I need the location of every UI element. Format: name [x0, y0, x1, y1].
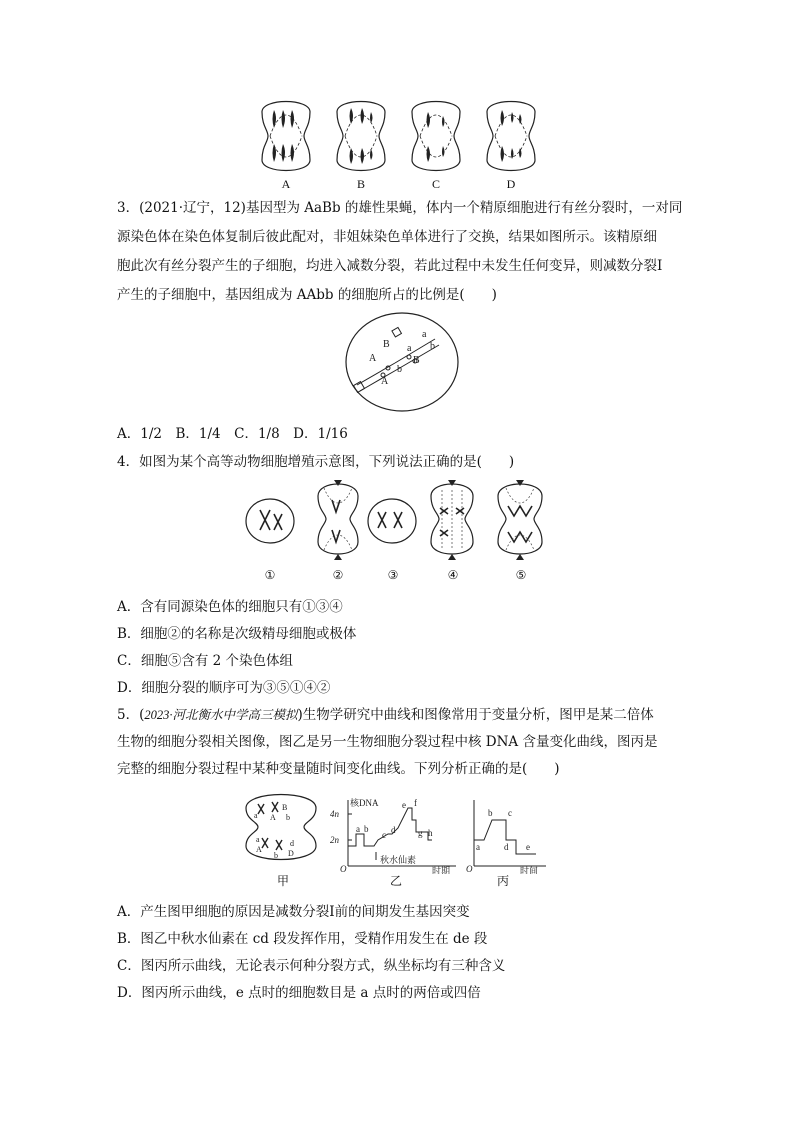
q3-cell-figure — [343, 311, 463, 413]
yi-point-a: a — [356, 824, 360, 834]
yi-point-d: d — [391, 825, 396, 835]
q5-caption-jia: 甲 — [276, 874, 289, 888]
yi-tick-4n: 4n — [330, 809, 339, 819]
jia-gene-b-3: b — [274, 851, 278, 860]
q3-gene-b-1: B — [383, 339, 390, 350]
q4-label-1: ① — [264, 568, 276, 582]
q5-option-b: B．图乙中秋水仙素在 cd 段发挥作用，受精作用发生在 de 段 — [117, 931, 488, 947]
q3-line-4: 产生的子细胞中，基因组成为 AAbb 的细胞所占的比例是( ) — [117, 287, 497, 303]
q3-gene-a-1: a — [422, 329, 427, 340]
q4-label-3: ③ — [387, 568, 399, 582]
q4-stem: 4．如图为某个高等动物细胞增殖示意图，下列说法正确的是( ) — [117, 454, 515, 470]
yi-point-f: f — [414, 798, 417, 808]
top-label-a: A — [281, 177, 291, 191]
q5-stem-prefix: 5．( — [117, 707, 145, 723]
q4-option-c: C．细胞⑤含有 2 个染色体组 — [117, 653, 294, 669]
q5-stem-rest: )生物学研究中曲线和图像常用于变量分析，图甲是某二倍体 — [297, 707, 654, 723]
bing-point-b: b — [488, 808, 493, 818]
jia-gene-a-4: A — [256, 845, 262, 854]
q3-gene-a-4: A — [381, 376, 389, 387]
yi-annotation: 秋水仙素 — [380, 855, 417, 865]
q5-option-a: A．产生图甲细胞的原因是减数分裂Ⅰ前的间期发生基因突变 — [117, 904, 470, 920]
bing-point-a: a — [476, 842, 480, 852]
jia-gene-d-2: D — [288, 849, 294, 858]
q3-options: A．1/2 B．1/4 C．1/8 D．1/16 — [117, 426, 348, 442]
q3-line-1: 3．(2021·辽宁，12)基因型为 AaBb 的雄性果蝇，体内一个精原细胞进行有丝分裂时，一对同 — [117, 200, 683, 216]
q5-line-3: 完整的细胞分裂过程中某种变量随时间变化曲线。下列分析正确的是( ) — [117, 761, 560, 777]
q5-source: 2023·河北衡水中学高三模拟 — [144, 708, 298, 722]
bing-xlabel: 时间 — [520, 866, 539, 874]
bing-point-c: c — [508, 808, 512, 818]
q5-caption-yi: 乙 — [389, 874, 402, 888]
jia-gene-a-1: a — [254, 811, 258, 820]
yi-origin: O — [340, 864, 347, 874]
jia-gene-a-3: a — [256, 835, 260, 844]
q4-label-2: ② — [332, 568, 344, 582]
q4-cell-figure — [244, 478, 562, 560]
q3-gene-a-3: A — [369, 353, 377, 364]
top-label-d: D — [506, 177, 516, 191]
q3-gene-b-4: b — [397, 364, 402, 375]
q5-stem-line-1 — [117, 705, 654, 725]
q4-label-4: ④ — [447, 568, 459, 582]
q5-option-c: C．图丙所示曲线，无论表示何种分裂方式，纵坐标均有三种含义 — [117, 958, 506, 974]
q5-figure-bing — [462, 796, 548, 874]
top-label-c: C — [431, 177, 440, 191]
yi-xlabel: 时期 — [432, 866, 451, 874]
q3-gene-a-2: a — [407, 343, 412, 354]
q3-gene-b-2: b — [430, 341, 435, 352]
q5-figure-yi — [328, 796, 462, 874]
yi-point-h: h — [428, 828, 433, 838]
jia-gene-b-2: b — [286, 813, 290, 822]
jia-gene-b-1: B — [282, 803, 288, 812]
q3-gene-b-3: B — [413, 355, 420, 366]
q5-caption-bing: 丙 — [496, 874, 509, 888]
q5-line-2: 生物的细胞分裂相关图像，图乙是另一生物细胞分裂过程中核 DNA 含量变化曲线，图丙是 — [117, 734, 658, 750]
q3-line-3: 胞此次有丝分裂产生的子细胞，均进入减数分裂，若此过程中未发生任何变异，则减数分裂Ⅰ — [117, 258, 663, 274]
bing-point-d: d — [504, 842, 509, 852]
q4-option-b: B．细胞②的名称是次级精母细胞或极体 — [117, 626, 357, 642]
q5-figure-jia — [244, 788, 324, 866]
yi-point-b: b — [364, 824, 369, 834]
yi-ylabel: 核DNA — [350, 798, 379, 808]
q4-label-5: ⑤ — [515, 568, 527, 582]
yi-point-g: g — [418, 828, 423, 838]
q4-option-d: D．细胞分裂的顺序可为③⑤①④② — [117, 680, 331, 696]
yi-tick-2n: 2n — [330, 835, 339, 845]
yi-point-c: c — [382, 830, 386, 840]
q5-option-d: D．图丙所示曲线，e 点时的细胞数目是 a 点时的两倍或四倍 — [117, 985, 481, 1001]
q3-line-2: 源染色体在染色体复制后彼此配对，非姐妹染色单体进行了交换，结果如图所示。该精原细 — [117, 229, 657, 245]
yi-point-e: e — [402, 800, 406, 810]
jia-gene-a-2: A — [270, 813, 276, 822]
jia-gene-d-1: d — [290, 839, 294, 848]
top-label-b: B — [356, 177, 365, 191]
q4-option-a: A．含有同源染色体的细胞只有①③④ — [117, 599, 343, 615]
bing-point-e: e — [526, 842, 530, 852]
bing-origin: O — [466, 864, 473, 874]
